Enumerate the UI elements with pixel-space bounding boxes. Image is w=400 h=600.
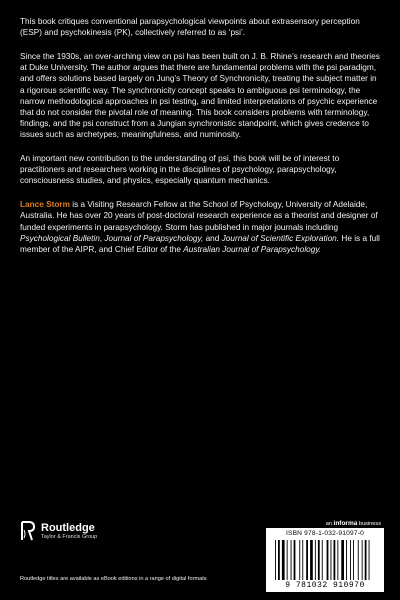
author-name: Lance Storm xyxy=(20,200,70,210)
isbn-barcode xyxy=(266,528,384,592)
journal-1: Psychological Bulletin xyxy=(20,233,100,243)
isbn-label: ISBN 978-1-032-91097-0 xyxy=(285,530,365,537)
ebook-note: Routledge titles are available as eBook editions in a range of digital formats xyxy=(20,576,207,582)
informa-business-label: an informa business xyxy=(325,520,381,527)
barcode-bars xyxy=(275,540,375,580)
bio-text-4: He is a full member of the AIPR, and Chief Editor of the xyxy=(20,233,380,254)
author-bio xyxy=(20,199,382,255)
journal-2: Journal of Parapsychology, xyxy=(104,233,204,243)
back-cover-text xyxy=(20,16,382,268)
publisher-group: Taylor & Francis Group xyxy=(41,533,98,540)
publisher-name: Routledge xyxy=(41,521,95,534)
routledge-logo-icon xyxy=(20,520,36,542)
blurb-intro: This book critiques conventional parapsychological viewpoints about extrasensory perception (ESP) and psychokinesis (PK), collectively referred to as ‘psi’. xyxy=(20,17,360,38)
journal-4: Australian Journal of Parapsychology. xyxy=(183,244,322,254)
barcode-digits: 9 781032 910970 xyxy=(285,581,365,590)
publisher-logo xyxy=(20,520,97,542)
blurb-audience: An important new contribution to the understanding of psi, this book will be of interest to practitioners and researchers working in the disciplines of psychology, parapsychology, consciousness studies, and physics, especially quantum mechanics. xyxy=(20,154,340,186)
blurb-body: Since the 1930s, an over-arching view on psi has been built on J. B. Rhine’s research and theories at Duke University. The author argues that there are fundamental problems with the psi paradigm, and offers solutions based largely on Jung’s Theory of Synchronicity, treating the subject matter in a rigorous scientific way. The synchronicity concept speaks to ambiguous psi terminology, the narrow methodological approaches in psi testing, and limited interpretations of psychic experience that do not consider the pivotal role of meaning. This book considers problems with terminology, findings, and the psi construct from a Jungian synchronistic standpoint, which gives credence to issues such as archetypes, meaningfulness, and numinosity. xyxy=(20,51,380,140)
bio-text-3: and xyxy=(203,233,222,243)
bio-text-2: , xyxy=(99,233,105,243)
bio-text-1: is a Visiting Research Fellow at the School of Psychology, University of Adelaide, Australia. He has over 20 years of post-doctoral research experience as a theorist and designer of funded experiments in parapsychology. Storm has published in major journals including xyxy=(20,200,378,232)
journal-3: Journal of Scientific Exploration. xyxy=(221,233,340,243)
